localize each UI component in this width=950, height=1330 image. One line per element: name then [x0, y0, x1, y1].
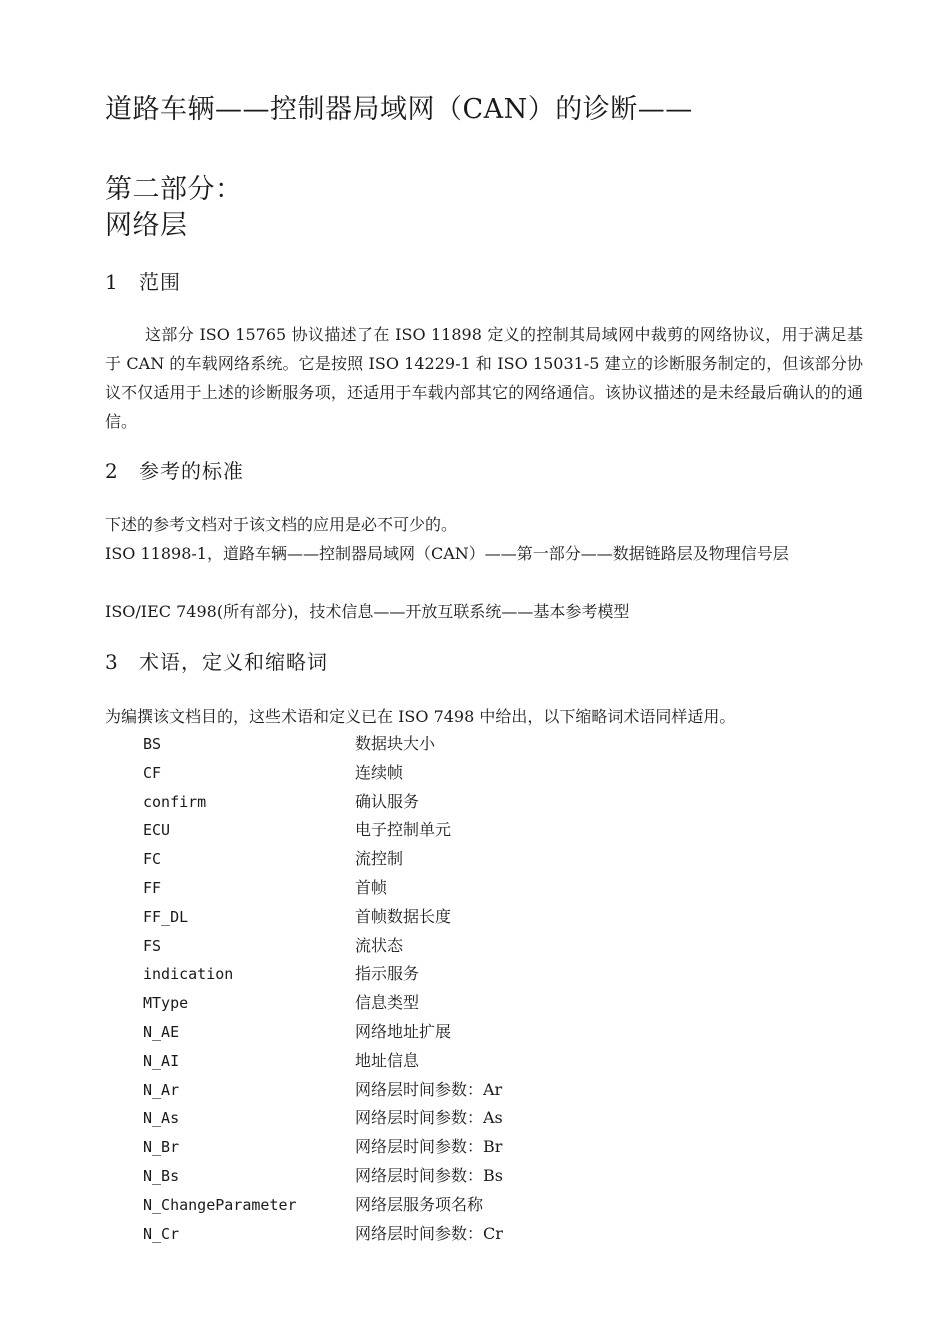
abbreviation-definition: 网络层时间参数：Bs [355, 1165, 503, 1185]
abbreviation-definition: 网络层时间参数：Br [355, 1137, 503, 1157]
abbreviation-term: N_Bs [143, 1166, 180, 1185]
abbreviation-term: ECU [143, 821, 171, 840]
abbreviation-definition: 确认服务 [355, 791, 420, 811]
section-2-number: 2 [105, 459, 119, 483]
reference-item: ISO/IEC 7498(所有部分)，技术信息——开放互联系统——基本参考模型 [105, 602, 630, 621]
abbreviation-term: N_As [143, 1109, 180, 1128]
abbreviation-definition: 网络层时间参数：Cr [355, 1223, 503, 1243]
abbreviation-term: N_ChangeParameter [143, 1195, 297, 1214]
abbreviation-definition: 网络地址扩展 [355, 1021, 452, 1041]
section-2-intro: 下述的参考文档对于该文档的应用是必不可少的。 [105, 515, 458, 534]
abbreviation-definition: 网络层时间参数：As [355, 1108, 503, 1128]
section-1-paragraph: 这部分 ISO 15765 协议描述了在 ISO 11898 定义的控制其局域网中裁剪的网络协议，用于满足基于 CAN 的车载网络系统。它是按照 ISO 14229-1 和 ISO 15031-5 建立的诊断服务制定的，但该部分协议不仅适用于上述的诊断服务项，还适用于车载内部其它的网络通信。该协议描述的是未经最后确认的的通信。 [105, 325, 863, 431]
abbreviation-definition: 指示服务 [355, 964, 420, 984]
abbreviation-row [143, 1047, 503, 1076]
abbreviation-definition: 电子控制单元 [355, 820, 452, 840]
abbreviation-definition: 首帧数据长度 [355, 906, 452, 926]
abbreviation-row [143, 1220, 503, 1249]
abbreviation-definition: 网络层服务项名称 [355, 1194, 484, 1214]
abbreviation-list [143, 730, 503, 1248]
abbreviation-definition: 数据块大小 [355, 734, 436, 753]
abbreviation-row [143, 932, 503, 961]
abbreviation-definition: 地址信息 [355, 1050, 420, 1070]
abbreviation-term: CF [143, 763, 162, 782]
abbreviation-term: N_AE [143, 1022, 180, 1041]
abbreviation-row [143, 1191, 503, 1220]
abbreviation-term: N_Cr [143, 1224, 180, 1243]
abbreviation-term: BS [143, 735, 162, 753]
abbreviation-definition: 流状态 [355, 935, 404, 955]
abbreviation-definition: 网络层时间参数：Ar [355, 1079, 503, 1099]
abbreviation-row [143, 845, 503, 874]
abbreviation-row [143, 1104, 503, 1133]
section-3-title: 术语，定义和缩略词 [139, 650, 328, 674]
abbreviation-row [143, 730, 503, 759]
abbreviation-row [143, 1133, 503, 1162]
abbreviation-term: FS [143, 936, 162, 955]
abbreviation-row [143, 1162, 503, 1191]
abbreviation-row [143, 1018, 503, 1047]
abbreviation-row [143, 1076, 503, 1105]
document-title-line-1: 道路车辆——控制器局域网（CAN）的诊断—— [105, 94, 693, 125]
abbreviation-term: FF_DL [143, 907, 189, 926]
document-title-line-3: 网络层 [105, 210, 188, 241]
reference-item: ISO 11898-1，道路车辆——控制器局域网（CAN）——第一部分——数据链路层及物理信号层 [105, 544, 789, 563]
section-2-title: 参考的标准 [139, 459, 244, 483]
section-1-title: 范围 [139, 270, 181, 294]
abbreviation-term: MType [143, 994, 189, 1013]
abbreviation-row [143, 816, 503, 845]
section-1-number: 1 [105, 270, 119, 294]
section-2-heading [105, 457, 244, 485]
abbreviation-definition: 流控制 [355, 849, 404, 869]
abbreviation-term: N_Br [143, 1138, 180, 1157]
abbreviation-row [143, 874, 503, 903]
section-1-heading [105, 268, 181, 296]
abbreviation-row [143, 960, 503, 989]
abbreviation-term: N_Ar [143, 1080, 180, 1099]
abbreviation-row [143, 989, 503, 1018]
abbreviation-term: FC [143, 850, 162, 869]
section-3-number: 3 [105, 650, 119, 674]
section-3-heading [105, 648, 328, 676]
abbreviation-term: N_AI [143, 1051, 180, 1070]
abbreviation-row [143, 759, 503, 788]
abbreviation-definition: 连续帧 [355, 762, 404, 782]
abbreviation-definition: 首帧 [355, 877, 388, 897]
abbreviation-row [143, 903, 503, 932]
abbreviation-term: indication [143, 965, 234, 984]
section-3-intro: 为编撰该文档目的，这些术语和定义已在 ISO 7498 中给出，以下缩略词术语同样适用。 [105, 707, 736, 726]
abbreviation-term: confirm [143, 792, 207, 811]
document-title-line-2: 第二部分： [105, 174, 243, 205]
abbreviation-definition: 信息类型 [355, 993, 420, 1013]
abbreviation-term: FF [143, 878, 162, 897]
abbreviation-row [143, 788, 503, 817]
